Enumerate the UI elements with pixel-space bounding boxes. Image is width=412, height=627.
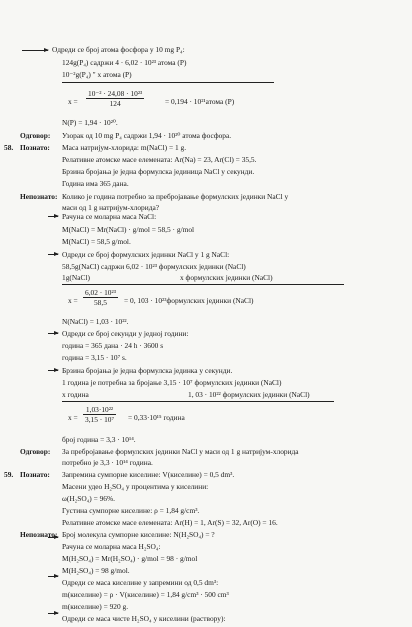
label-answer: Одговор: xyxy=(20,447,51,456)
text-line: M(H₂SO₄) = Mr(H₂SO₄) · g/mol = 98 · g/mol xyxy=(62,554,198,563)
label-known: Познато: xyxy=(20,470,50,479)
text-line: Колико је година потребно за пребројавање формулских јединки NaCl у xyxy=(62,192,289,201)
text-line: Одреди се маса киселине у запремини од 0,5 dm³: xyxy=(62,578,219,587)
denominator: 58,5 xyxy=(93,298,107,308)
text-line: 1g(NaCl) xyxy=(62,273,90,282)
text-line: 10⁻²g(P₄) " x атома (P) xyxy=(62,70,132,79)
text-line: M(NaCl) = 58,5 g/mol. xyxy=(62,237,131,246)
numerator: 10⁻² · 24,08 · 10²³ xyxy=(88,89,143,98)
text-line: Одреди се број атома фосфора у 10 mg P₄: xyxy=(52,45,185,54)
label-known: Познато: xyxy=(20,143,50,152)
text-line: Запремина сумпорне киселине: V(киселине) = 0,5 dm³. xyxy=(62,470,235,479)
denominator: 3,15 · 10⁷ xyxy=(85,415,115,425)
problem-number: 59. xyxy=(4,470,14,479)
text-line: За пребројавање формулских јединки NaCl у маси од 1 g натријум-хлорида xyxy=(62,447,299,456)
text-line: Узорак од 10 mg P₄ садржи 1,94 · 10²⁰ атома фосфора. xyxy=(62,131,232,140)
text-line: x = xyxy=(68,413,78,422)
text-line: Релативне атомске масе елемената: Ar(H) = 1, Ar(S) = 32, Ar(O) = 16. xyxy=(62,518,278,527)
fraction xyxy=(86,89,144,109)
text-line: 1, 03 · 10²² формулских јединки (NaCl) xyxy=(188,390,310,399)
underline xyxy=(62,284,344,285)
text-line: Масени удео H₂SO₄ у процентима у киселини: xyxy=(62,482,209,491)
arrow-marker xyxy=(22,50,48,51)
text-line: Густина сумпорне киселине: ρ = 1,84 g/cm³. xyxy=(62,506,200,515)
text-line: потребно је 3,3 · 10¹⁴ година. xyxy=(62,458,153,467)
text-line: Година има 365 дана. xyxy=(62,179,129,188)
text-line: 1 година је потребна за бројање 3,15 · 10⁷ формулских јединки (NaCl) xyxy=(62,378,282,387)
text-line: Релативне атомске масе елемената: Ar(Na) = 23, Ar(Cl) = 35,5. xyxy=(62,155,257,164)
text-line: ω(H₂SO₄) = 96%. xyxy=(62,494,115,503)
fraction xyxy=(83,405,116,425)
text-line: Број молекула сумпорне киселине: N(H₂SO₄) = ? xyxy=(62,530,215,539)
text-line: Одреди се број формулских јединки NaCl у 1 g NaCl: xyxy=(62,250,230,259)
text-line: = 0,33·10¹⁵ година xyxy=(128,413,185,422)
text-line: Рачуна се моларна маса H₂SO₄: xyxy=(62,542,161,551)
text-line: = 0, 103 · 10²³формулских јединки (NaCl) xyxy=(124,296,254,305)
numerator: 6,02 · 10²³ xyxy=(85,288,116,297)
text-line: m(киселине) = ρ · V(киселине) = 1,84 g/cm³ · 500 cm³ xyxy=(62,590,229,599)
problem-number: 58. xyxy=(4,143,14,152)
label-unknown: Непознато: xyxy=(20,192,58,201)
text-line: 58,5g(NaCl) садржи 6,02 · 10²³ формулских јединки (NaCl) xyxy=(62,262,246,271)
text-line: M(NaCl) = Mr(NaCl) · g/mol = 58,5 · g/mol xyxy=(62,225,195,234)
text-line: Брзина бројања је једна формулска јединка у секунди. xyxy=(62,366,233,375)
arrow-marker xyxy=(48,576,58,577)
underline xyxy=(62,401,334,402)
text-line: m(киселине) = 920 g. xyxy=(62,602,129,611)
arrow-marker xyxy=(48,216,58,217)
text-line: x = xyxy=(68,97,78,106)
text-line: N(NaCl) = 1,03 · 10²². xyxy=(62,317,129,326)
text-line: година = 365 дана · 24 h · 3600 s xyxy=(62,341,164,350)
text-line: Брзина бројања је једна формулска јединица NaCl у секунди. xyxy=(62,167,255,176)
text-line: x година xyxy=(62,390,89,399)
arrow-marker xyxy=(48,370,58,371)
text-line: M(H₂SO₄) = 98 g/mol. xyxy=(62,566,130,575)
fraction xyxy=(83,288,118,308)
label-answer: Одговор: xyxy=(20,131,51,140)
text-line: 124g(P₄) садржи 4 · 6,02 · 10²³ атома (P) xyxy=(62,58,187,67)
denominator: 124 xyxy=(109,99,121,109)
text-line: Одреди се маса чисте H₂SO₄ у киселини (раствору): xyxy=(62,614,226,623)
arrow-marker xyxy=(48,613,58,614)
arrow-marker xyxy=(48,254,58,255)
arrow-marker xyxy=(48,333,58,334)
text-line: x формулских јединки (NaCl) xyxy=(180,273,273,282)
text-line: = 0,194 · 10²¹атома (P) xyxy=(165,97,235,106)
text-line: Одреди се број секунди у једној години: xyxy=(62,329,189,338)
text-line: број година = 3,3 · 10¹⁴. xyxy=(62,435,136,444)
label-unknown: Непознато: xyxy=(20,530,58,539)
text-line: маси од 1 g натријум-хлорида? xyxy=(62,203,160,212)
text-line: x = xyxy=(68,296,78,305)
numerator: 1,03·10²² xyxy=(83,405,116,415)
text-line: N(P) = 1,94 · 10²⁰. xyxy=(62,118,118,127)
text-line: Маса натријум-хлорида: m(NaCl) = 1 g. xyxy=(62,143,187,152)
underline xyxy=(62,82,274,83)
text-line: година = 3,15 · 10⁷ s. xyxy=(62,353,127,362)
text-line: Рачуна се моларна маса NaCl: xyxy=(62,212,157,221)
